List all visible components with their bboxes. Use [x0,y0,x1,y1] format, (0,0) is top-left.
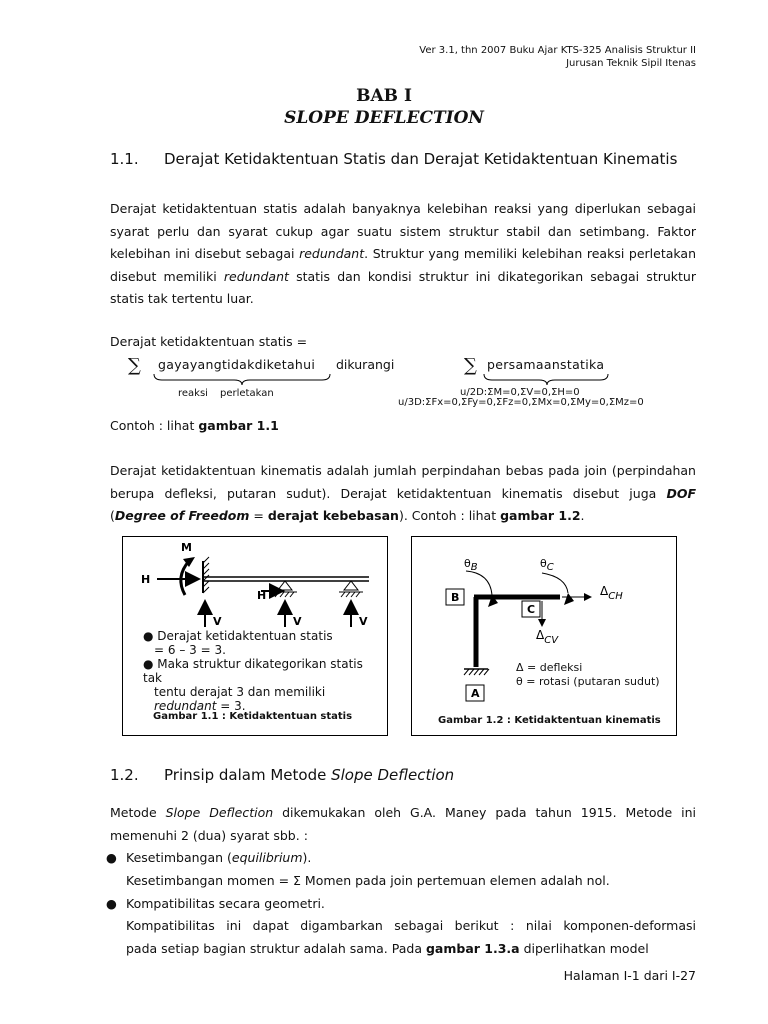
section-heading-1-1 [110,150,696,190]
underbrace-1 [152,372,332,386]
label-v-2: V [293,615,302,628]
list-item-equilibrium-detail: Kesetimbangan momen = Σ Momen pada join pertemuan elemen adalah nol. [126,873,610,888]
formula-sub-3d: u/3D:ΣFx=0,ΣFy=0,ΣFz=0,ΣMx=0,ΣMy=0,ΣMz=0 [398,397,644,408]
list-bullet-2: ● [106,896,117,911]
paragraph-kinematic-indeterminacy: Derajat ketidaktentuan kinematis adalah jumlah perpindahan bebas pada join (perpindahan berupa defleksi, putaran sudut). Derajat ketidaktentuan kinematis disebut juga DOF (Degree of Freedom = derajat kebebasan). Contoh : lihat gambar 1.2. [110,463,696,523]
example-ref-1: Contoh : lihat gambar 1.1 [110,418,279,433]
header-line-1: Ver 3.1, thn 2007 Buku Ajar KTS-325 Analisis Struktur II [419,45,696,56]
list-item-compatibility: Kompatibilitas secara geometri. [126,896,325,911]
formula-sub-2d: u/2D:ΣM=0,ΣV=0,ΣH=0 [460,387,580,398]
page-footer: Halaman I-1 dari I-27 [563,968,696,983]
formula-term-1: gayayangtidakdiketahui [158,357,316,372]
chapter-label: BAB I [356,86,412,106]
svg-text:A: A [471,687,480,700]
section-number: 1.1. [110,150,139,168]
label-h-left: H [141,573,151,586]
label-delta-cv: $\Delta_{CV}$ [536,628,559,646]
label-v-3: V [359,615,368,628]
label-delta-ch: $\Delta_{CH}$ [600,584,623,602]
formula-sub-reaksi: reaksi [178,388,208,399]
label-theta-b: θB [464,557,478,573]
svg-text:B: B [451,591,460,604]
figure-1-1 [122,536,388,736]
section-number: 1.2. [110,766,139,784]
figure-1-2 [411,536,677,736]
figure-1-2-legend [516,661,660,689]
section-heading-1-2 [110,766,696,786]
sum-symbol-2: ∑ [464,355,477,376]
legend-rotation: θ = rotasi (putaran sudut) [516,675,660,688]
chapter-title: SLOPE DEFLECTION [284,108,484,128]
svg-text:C: C [527,603,536,616]
formula-lead: Derajat ketidaktentuan statis = [110,334,308,349]
figure-1-2-caption: Gambar 1.2 : Ketidaktentuan kinematis [438,715,661,726]
rotation-arc-c [542,573,568,593]
note-bullet-1: ● Derajat ketidaktentuan statis [143,629,333,643]
list-bullet-1: ● [106,850,117,865]
running-header [419,44,696,70]
header-line-2: Jurusan Teknik Sipil Itenas [566,58,696,69]
formula-middle: dikurangi [336,357,395,372]
label-h-mid: H [257,589,267,602]
underbrace-2 [482,372,612,386]
rotation-arc-b [466,571,492,595]
label-m: M [181,541,192,554]
pin-support-mid [278,581,292,590]
paragraph-slope-deflection-intro: Metode Slope Deflection dikemukakan oleh G.A. Maney pada tahun 1915. Metode ini memenuhi 2 (dua) syarat sbb. : [110,805,696,843]
list-item-compatibility-detail-1: Kompatibilitas ini dapat digambarkan sebagai berikut : nilai komponen-deformasi [126,918,696,933]
formula-sub-perletakan: perletakan [220,388,274,399]
legend-deflection: Δ = defleksi [516,661,583,674]
label-v-1: V [213,615,222,628]
section-title: Prinsip dalam Metode Slope Deflection [164,766,455,784]
pin-support-right [344,581,358,590]
section-title: Derajat Ketidaktentuan Statis dan Derajat Ketidaktentuan Kinematis [164,150,678,168]
list-item-compatibility-detail-2: pada setiap bagian struktur adalah sama. Pada gambar 1.3.a diperlihatkan model [126,941,649,956]
formula-term-2: persamaanstatika [487,357,605,372]
label-theta-c: θC [540,557,554,573]
paragraph-static-indeterminacy: Derajat ketidaktentuan statis adalah banyaknya kelebihan reaksi yang diperlukan sebagai syarat perlu dan syarat cukup agar suatu sistem struktur stabil dan setimbang. Faktor kelebihan ini disebut sebagai redundant. Struktur yang memiliki kelebihan reaksi perletakan disebut memiliki redundant statis dan kondisi struktur ini dikategorikan sebagai struktur statis tak tertentu luar. [110,201,697,306]
figure-1-2-drawing [412,537,676,735]
figure-1-1-caption: Gambar 1.1 : Ketidaktentuan statis [153,711,353,722]
sum-symbol-1: ∑ [128,355,141,376]
note-bullet-2: ● Maka struktur dikategorikan statis tak [143,657,363,685]
figure-1-1-notes: ● Derajat ketidaktentuan statis = 6 – 3 = 3. ● Maka struktur dikategorikan statis tak tentu derajat 3 dan memiliki redundant = 3. [143,629,383,713]
list-item-equilibrium: Kesetimbangan (equilibrium). [126,850,312,865]
